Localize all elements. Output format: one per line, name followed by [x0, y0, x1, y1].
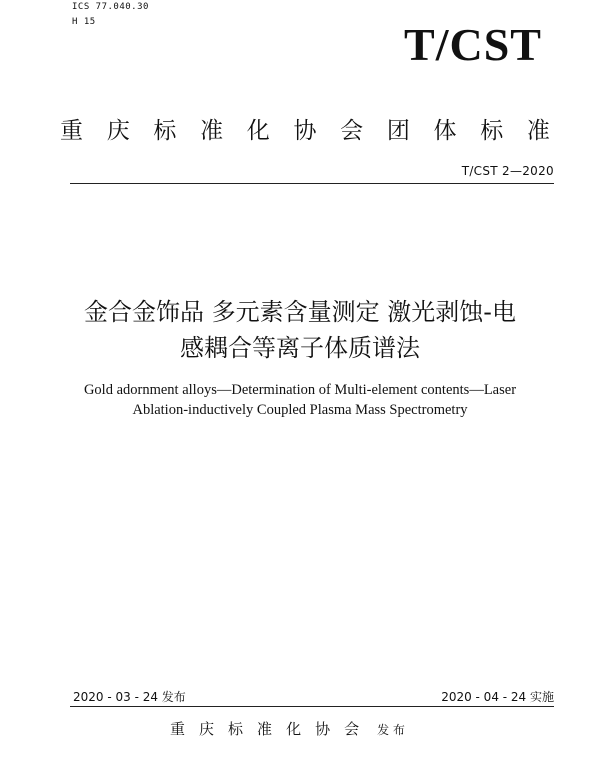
publisher-char: 化: [286, 720, 302, 738]
issue-date: 2020 - 03 - 24 发布: [73, 690, 186, 704]
org-title-char: 会: [340, 118, 364, 144]
org-title-char: 准: [200, 118, 224, 144]
org-title-char: 重: [60, 118, 83, 144]
publisher-char: 庆: [199, 720, 215, 738]
publisher-verb: 发 布: [377, 723, 405, 737]
english-title-line-2: Ablation-inductively Coupled Plasma Mass Spectrometry: [132, 402, 468, 418]
org-title-char: 庆: [106, 118, 130, 144]
org-title-char: 体: [433, 118, 457, 144]
english-title: [40, 380, 560, 420]
organization-standard-title: [60, 118, 550, 146]
publisher-char: 会: [344, 720, 360, 738]
publisher-char: 准: [257, 720, 273, 738]
standard-prefix-logo: T/CST: [404, 19, 542, 70]
english-title-line-1: Gold adornment alloys—Determination of Multi-element contents—Laser: [83, 382, 517, 398]
org-title-char: 团: [386, 118, 410, 144]
org-title-char: 协: [293, 118, 317, 144]
chinese-title: [40, 294, 560, 366]
standard-number: T/CST 2—2020: [461, 164, 554, 178]
publisher-char: 标: [228, 720, 244, 738]
org-title-char: 准: [526, 118, 550, 144]
ics-code: ICS 77.040.30: [72, 2, 149, 12]
publisher-char: 重: [170, 720, 186, 738]
chinese-title-line-2: 感耦合等离子体质谱法: [180, 334, 420, 362]
ccs-code: H 15: [72, 17, 96, 27]
top-divider: [70, 183, 554, 184]
org-title-char: 标: [480, 118, 504, 144]
chinese-title-line-1: 金合金饰品 多元素含量测定 激光剥蚀-电: [84, 298, 516, 326]
bottom-divider: [70, 706, 554, 707]
implementation-date: 2020 - 04 - 24 实施: [441, 690, 554, 704]
org-title-char: 化: [246, 118, 270, 144]
org-title-char: 标: [153, 118, 177, 144]
publisher: [170, 718, 405, 739]
publisher-char: 协: [315, 720, 331, 738]
